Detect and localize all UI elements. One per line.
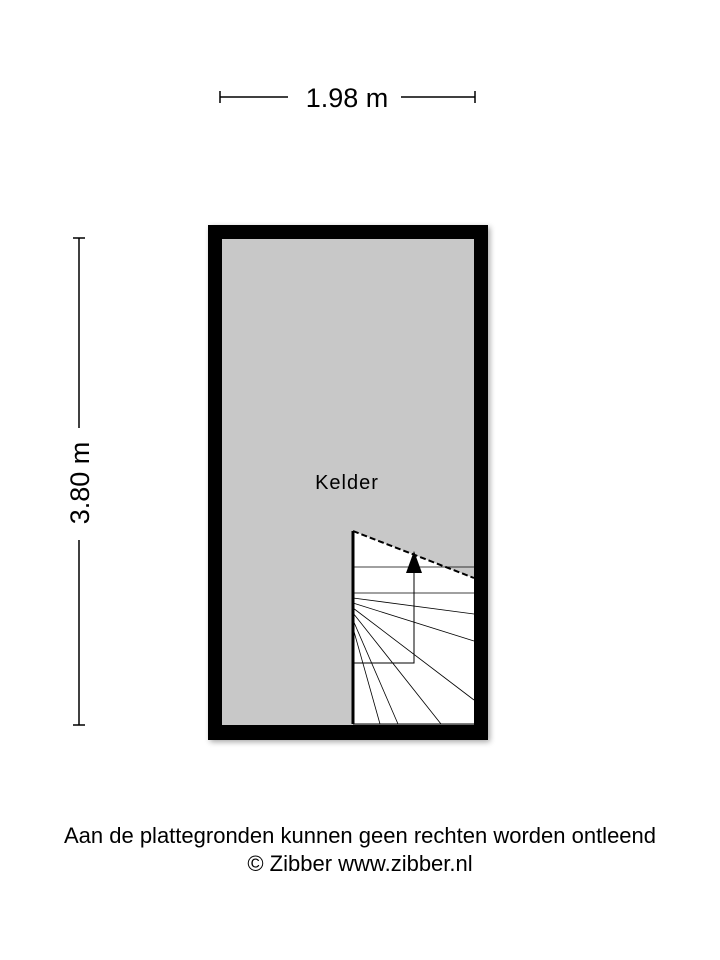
room-label: Kelder <box>315 472 379 494</box>
width-dimension <box>220 83 475 113</box>
disclaimer-text: Aan de plattegronden kunnen geen rechten worden ontleend <box>63 823 657 848</box>
copyright-text: © Zibber www.zibber.nl <box>247 851 473 876</box>
height-label: 3.80 m <box>65 441 95 525</box>
height-dimension <box>65 238 95 725</box>
width-label: 1.98 m <box>305 83 389 113</box>
